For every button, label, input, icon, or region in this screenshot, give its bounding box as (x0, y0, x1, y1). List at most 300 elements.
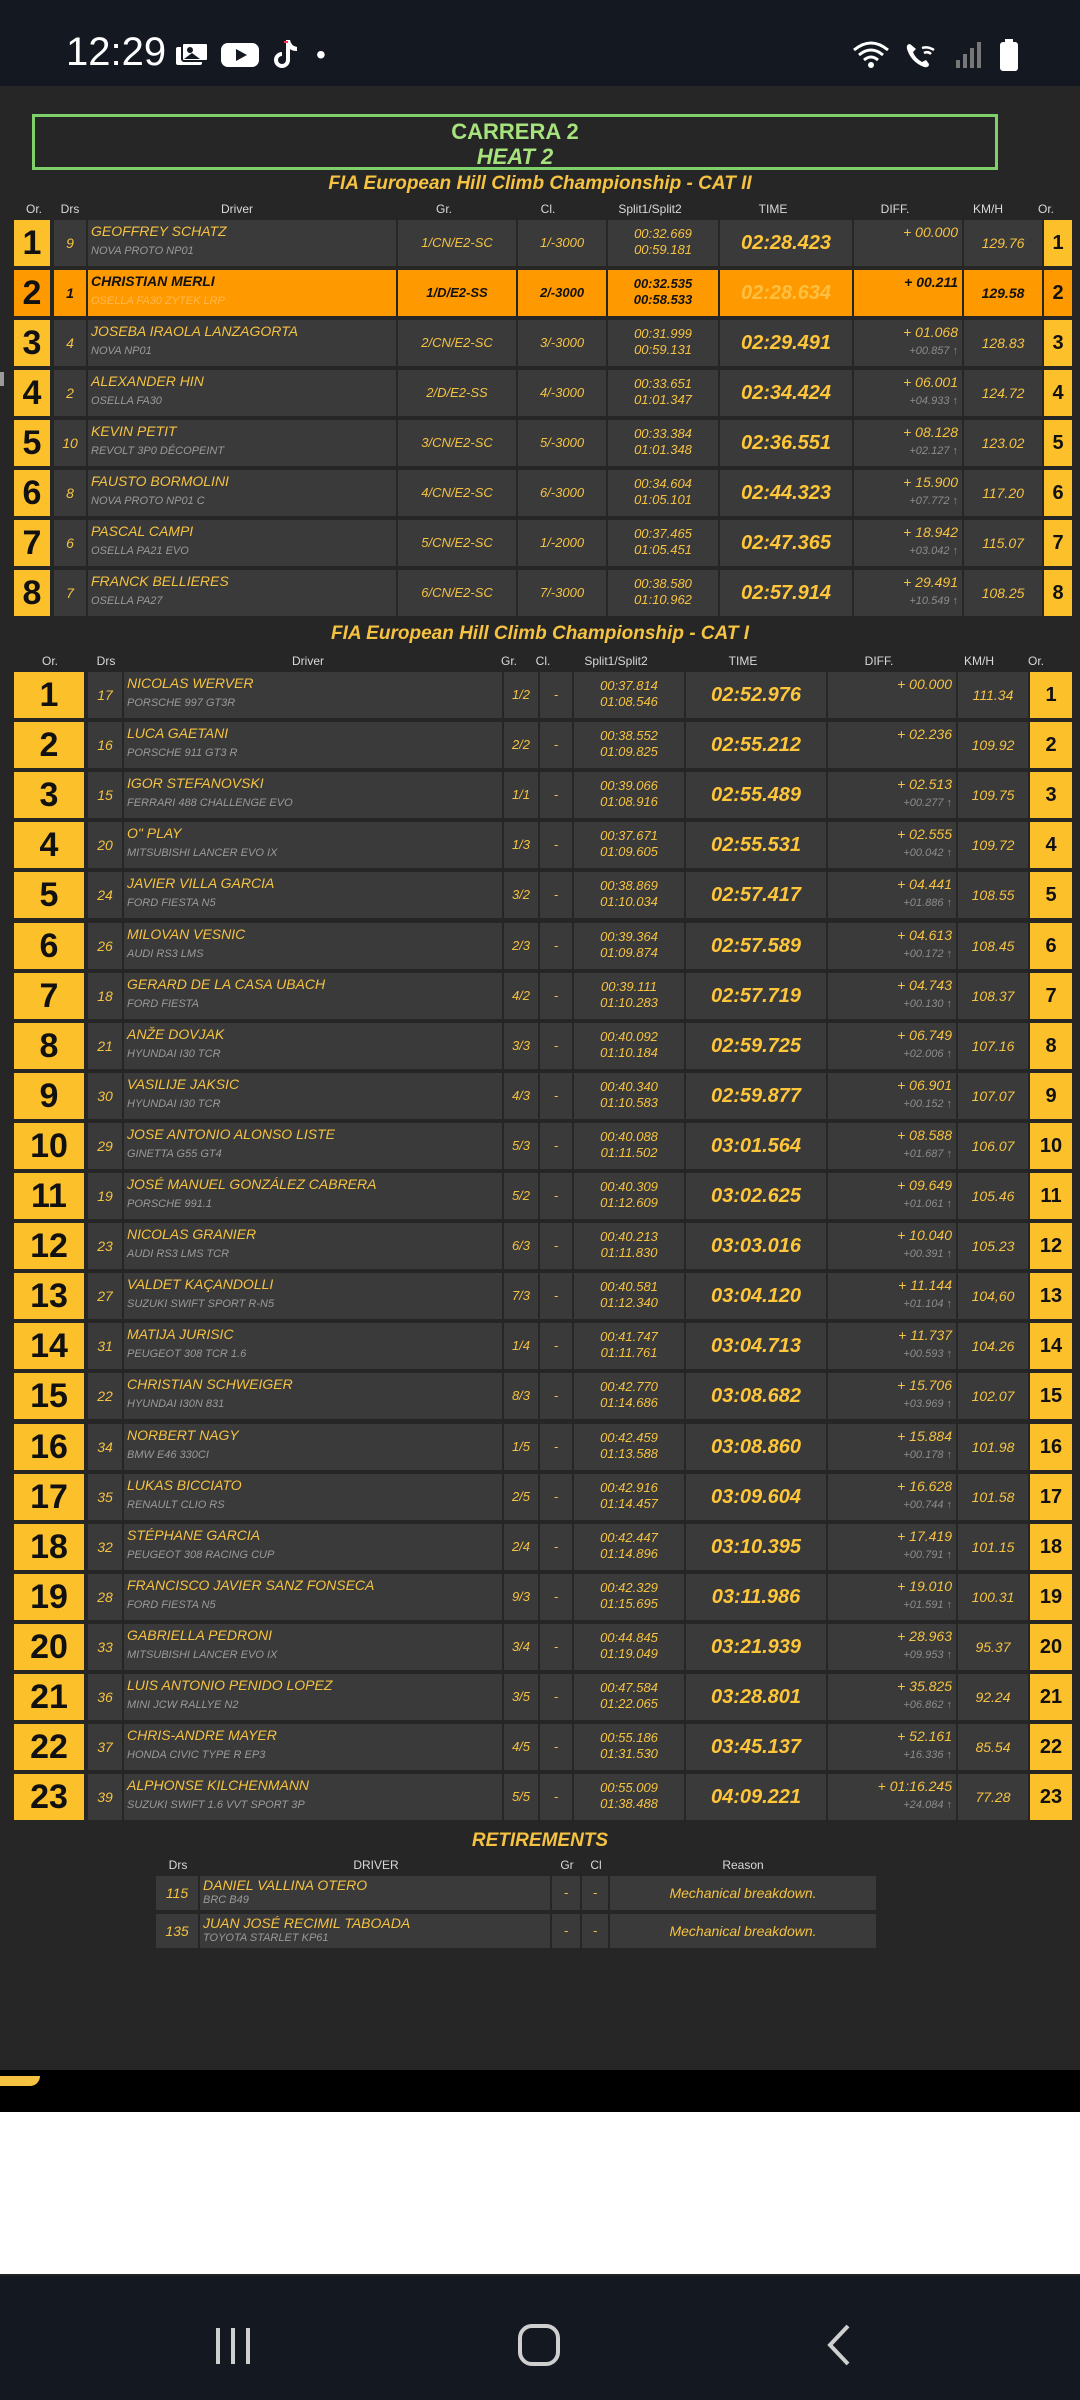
drs-cell (88, 1323, 124, 1369)
car-name: REVOLT 3P0 DÉCOPEINT (91, 445, 225, 457)
class-cell (540, 1774, 574, 1820)
car-name: PORSCHE 991.1 (127, 1198, 212, 1210)
drs-cell (54, 270, 88, 316)
position-number: 17 (30, 1477, 68, 1516)
home-icon[interactable] (516, 2322, 562, 2368)
finish-time: 02:28.634 (740, 282, 832, 304)
time-cell (720, 420, 854, 466)
speed-kmh: 105.23 (971, 1238, 1015, 1255)
split2: 01:11.830 (600, 1245, 658, 1261)
diff-leader: + 29.491 (903, 574, 958, 590)
driver-name: JOSÉ MANUEL GONZÁLEZ CABRERA (127, 1176, 377, 1192)
drs-number: 17 (97, 687, 113, 703)
hdr-or: Or. (25, 202, 42, 216)
hdr-time: TIME (758, 202, 788, 216)
split1: 00:37.465 (634, 526, 692, 541)
diff-cell (828, 1173, 958, 1219)
position-cell-right (1030, 923, 1072, 969)
driver-name: ANŽE DOVJAK (127, 1025, 225, 1042)
position-number-right: 17 (1039, 1485, 1063, 1508)
kmh-cell (958, 1123, 1030, 1169)
position-number: 7 (22, 524, 42, 562)
group-value: 1/3 (511, 837, 531, 853)
position-cell-right (1044, 420, 1072, 466)
time-cell (686, 1524, 828, 1570)
time-cell (686, 973, 828, 1019)
driver-name: ALEXANDER HIN (91, 373, 204, 389)
drs-number: 135 (165, 1923, 189, 1939)
position-number: 15 (30, 1377, 68, 1416)
kmh-cell (964, 420, 1044, 466)
table-row (14, 1624, 1063, 1670)
class-cell (582, 1876, 610, 1910)
split-cell (608, 220, 720, 266)
car-name: BRC B49 (203, 1894, 249, 1906)
split1: 00:34.604 (634, 476, 692, 491)
cat1-title: FIA European Hill Climb Championship - CAT I (331, 623, 749, 644)
position-cell-right (1030, 722, 1072, 768)
split2: 01:12.340 (600, 1295, 658, 1311)
class-value: 1/-2000 (539, 535, 585, 550)
group-value: 6/3 (511, 1238, 531, 1254)
group-cell (398, 270, 518, 316)
group-cell (504, 1674, 540, 1720)
car-name: AUDI RS3 LMS (127, 947, 204, 960)
car-name: MITSUBISHI LANCER EVO IX (127, 1648, 278, 1661)
drs-cell (88, 1524, 124, 1570)
driver-name: NICOLAS GRANIER (127, 1226, 257, 1243)
time-cell (686, 1373, 828, 1419)
kmh-cell (958, 973, 1030, 1019)
drs-cell (88, 1023, 124, 1069)
speed-kmh: 115.07 (982, 535, 1024, 551)
group-value: 4/CN/E2-SC (421, 485, 493, 500)
group-cell (504, 1123, 540, 1169)
position-number: 9 (39, 1076, 59, 1115)
class-value: - (553, 1689, 559, 1704)
split-cell (574, 822, 686, 868)
diff-previous: +00.391 ↑ (903, 1248, 952, 1261)
table-row (14, 1574, 1063, 1620)
position-cell (14, 1273, 88, 1319)
diff-previous: +01.104 ↑ (903, 1298, 952, 1311)
finish-time: 02:57.914 (740, 582, 832, 604)
position-cell-right (1044, 220, 1072, 266)
diff-cell (828, 872, 958, 918)
car-name: MINI JCW RALLYE N2 (127, 1699, 239, 1711)
driver-cell (124, 1273, 504, 1319)
drs-cell (54, 470, 88, 516)
group-value: 1/5 (511, 1438, 531, 1454)
group-value: 2/5 (511, 1488, 531, 1504)
split-cell (574, 1674, 686, 1720)
table-row (14, 420, 1064, 466)
speed-kmh: 108.45 (971, 937, 1015, 954)
group-value: 2/CN/E2-SC (421, 335, 493, 350)
split-cell (574, 1073, 686, 1119)
split1: 00:40.581 (600, 1279, 658, 1295)
position-cell-right (1044, 570, 1072, 616)
position-cell (14, 1724, 88, 1770)
diff-previous: +00.593 ↑ (903, 1348, 952, 1361)
driver-name: CHRIS-ANDRE MAYER (127, 1727, 277, 1744)
speed-kmh: 123.02 (981, 435, 1025, 451)
position-cell-right (1030, 772, 1072, 818)
split2: 01:09.825 (600, 744, 658, 760)
position-number: 1 (22, 224, 42, 262)
split-cell (574, 1223, 686, 1269)
driver-name: CHRISTIAN MERLI (91, 273, 215, 289)
position-cell-right (1030, 1424, 1072, 1470)
position-cell (14, 470, 54, 516)
split1: 00:41.747 (600, 1329, 658, 1345)
driver-cell (124, 1774, 504, 1820)
diff-cell (828, 1373, 958, 1419)
diff-leader: + 01.068 (903, 324, 958, 340)
kmh-cell (958, 1774, 1030, 1820)
car-name: PORSCHE 997 GT3R (127, 697, 236, 709)
car-name: GINETTA G55 GT4 (127, 1147, 222, 1160)
position-cell-right (1044, 370, 1072, 416)
drs-cell (156, 1914, 200, 1948)
position-cell-right (1030, 1073, 1072, 1119)
position-number: 11 (31, 1177, 67, 1215)
split-cell (574, 1474, 686, 1520)
drs-number: 23 (97, 1238, 113, 1255)
drs-cell (88, 672, 124, 718)
gallery-icon (174, 41, 210, 69)
diff-cell (854, 470, 964, 516)
time-cell (686, 1073, 828, 1119)
split2: 01:09.874 (600, 944, 658, 960)
speed-kmh: 109.72 (971, 837, 1015, 854)
kmh-cell (958, 1173, 1030, 1219)
diff-previous: +09.953 ↑ (903, 1648, 952, 1661)
drs-number: 29 (97, 1137, 113, 1154)
time-cell (686, 1223, 828, 1269)
time-cell (720, 220, 854, 266)
split-cell (574, 1023, 686, 1069)
group-cell (398, 370, 518, 416)
diff-cell (828, 1624, 958, 1670)
kmh-cell (958, 1674, 1030, 1720)
position-cell (14, 1123, 88, 1169)
position-number-right: 1 (1045, 684, 1057, 706)
group-value: 1/1 (511, 787, 531, 803)
time-cell (686, 1474, 828, 1520)
drs-number: 22 (97, 1388, 113, 1405)
split2: 01:19.049 (600, 1645, 658, 1661)
hdr-drs: Drs (60, 202, 80, 216)
position-number-right: 22 (1039, 1736, 1063, 1759)
table-row (14, 1223, 1063, 1269)
diff-cell (828, 1674, 958, 1720)
position-cell-right (1030, 1223, 1072, 1269)
position-number-right: 5 (1045, 884, 1057, 907)
split2: 01:10.283 (600, 994, 658, 1010)
car-name: BMW E46 330CI (127, 1448, 209, 1461)
split1: 00:37.671 (600, 828, 658, 844)
class-cell (518, 520, 608, 566)
cat2-title: FIA European Hill Climb Championship - CAT II (328, 173, 752, 194)
time-cell (720, 570, 854, 616)
split1: 00:55.009 (600, 1780, 658, 1796)
class-cell (540, 1424, 574, 1470)
position-cell-right (1030, 973, 1072, 1019)
split1: 00:40.213 (600, 1229, 658, 1245)
blank-area (0, 2112, 1080, 2274)
split2: 00:59.181 (634, 242, 692, 257)
reason-cell (610, 1914, 876, 1948)
table-row (14, 772, 1058, 818)
position-cell (14, 1574, 88, 1620)
drs-cell (88, 1424, 124, 1470)
class-cell (540, 1624, 574, 1670)
group-value: 9/3 (511, 1588, 531, 1604)
car-name: HYUNDAI I30 TCR (127, 1047, 221, 1060)
kmh-cell (958, 1474, 1030, 1520)
time-cell (686, 1023, 828, 1069)
time-cell (686, 1273, 828, 1319)
kmh-cell (958, 1524, 1030, 1570)
diff-cell (828, 1073, 958, 1119)
drs-number: 32 (97, 1538, 113, 1555)
position-cell-right (1030, 1123, 1072, 1169)
split1: 00:38.580 (634, 576, 692, 591)
split-cell (574, 1424, 686, 1470)
class-value: - (592, 1923, 598, 1938)
speed-kmh: 108.55 (971, 887, 1015, 904)
diff-previous: +00.791 ↑ (903, 1548, 952, 1561)
drs-cell (88, 1774, 124, 1820)
drs-cell (88, 1173, 124, 1219)
car-name: HYUNDAI I30 TCR (127, 1097, 221, 1110)
split-cell (608, 420, 720, 466)
position-number-right: 8 (1052, 582, 1064, 604)
position-cell-right (1030, 1624, 1072, 1670)
group-cell (504, 1223, 540, 1269)
position-number-right: 13 (1039, 1285, 1063, 1308)
speed-kmh: 106.07 (971, 1137, 1015, 1154)
car-name: HYUNDAI I30N 831 (127, 1398, 225, 1411)
group-value: 1/2 (511, 687, 531, 702)
position-cell-right (1030, 872, 1072, 918)
class-cell (518, 270, 608, 316)
position-cell (14, 672, 88, 718)
drs-number: 18 (97, 987, 113, 1004)
driver-name: NICOLAS WERVER (127, 675, 254, 691)
drs-cell (88, 1073, 124, 1119)
position-number: 23 (30, 1778, 68, 1817)
table-row (14, 370, 1064, 416)
finish-time: 02:59.725 (710, 1034, 802, 1057)
car-name: OSELLA PA27 (91, 595, 163, 607)
car-name: OSELLA FA30 (91, 395, 162, 407)
diff-previous: +00.042 ↑ (903, 847, 952, 860)
position-cell-right (1030, 1524, 1072, 1570)
split1: 00:42.329 (600, 1579, 658, 1595)
class-cell (540, 772, 574, 818)
split2: 01:08.916 (600, 794, 658, 810)
position-cell-right (1030, 1574, 1072, 1620)
car-name: OSELLA FA30 ZYTEK LRP (91, 295, 225, 307)
driver-cell (124, 872, 504, 918)
drs-number: 15 (97, 787, 113, 804)
class-cell (540, 1323, 574, 1369)
driver-cell (124, 1724, 504, 1770)
speed-kmh: 108.37 (971, 987, 1015, 1004)
drs-number: 26 (97, 937, 113, 954)
split2: 01:38.488 (600, 1796, 658, 1812)
split2: 01:15.695 (600, 1595, 658, 1611)
driver-cell (124, 1474, 504, 1520)
class-value: 4/-3000 (539, 385, 585, 400)
kmh-cell (964, 220, 1044, 266)
diff-leader: + 02.513 (897, 776, 952, 793)
class-cell (518, 420, 608, 466)
finish-time: 03:04.120 (710, 1285, 802, 1308)
diff-cell (828, 1724, 958, 1770)
wifi-calling-icon (904, 40, 940, 70)
position-cell-right (1030, 1273, 1072, 1319)
driver-cell (88, 420, 398, 466)
group-value: 2/2 (511, 737, 531, 753)
kmh-cell (958, 1023, 1030, 1069)
finish-time: 02:57.417 (710, 884, 802, 907)
group-value: 5/3 (511, 1137, 531, 1153)
position-cell-right (1030, 1373, 1072, 1419)
split-cell (574, 1624, 686, 1670)
time-cell (686, 672, 828, 718)
group-cell (398, 470, 518, 516)
position-number-right: 3 (1052, 332, 1064, 354)
finish-time: 02:34.424 (740, 382, 832, 404)
drs-number: 7 (66, 585, 74, 601)
position-number: 14 (30, 1327, 68, 1366)
class-cell (540, 1724, 574, 1770)
table-row (14, 1774, 1063, 1820)
speed-kmh: 128.83 (981, 335, 1025, 351)
time-cell (720, 320, 854, 366)
position-cell (14, 1524, 88, 1570)
car-name: MITSUBISHI LANCER EVO IX (127, 847, 278, 860)
class-cell (540, 1273, 574, 1319)
class-cell (540, 973, 574, 1019)
drs-cell (88, 722, 124, 768)
kmh-cell (964, 270, 1044, 316)
time-cell (686, 923, 828, 969)
drs-number: 16 (97, 737, 113, 754)
footer-swoosh (0, 2076, 40, 2086)
finish-time: 02:36.551 (740, 432, 832, 454)
kmh-cell (958, 822, 1030, 868)
split2: 01:05.451 (634, 542, 692, 557)
position-cell (14, 1023, 88, 1069)
speed-kmh: 101.15 (971, 1538, 1015, 1555)
group-cell (504, 1273, 540, 1319)
group-value: 8/3 (511, 1388, 531, 1404)
position-number: 21 (30, 1678, 68, 1716)
position-number-right: 2 (1045, 734, 1057, 757)
speed-kmh: 100.31 (971, 1588, 1015, 1605)
status-dot: • (316, 39, 326, 70)
split2: 01:14.457 (600, 1495, 658, 1511)
speed-kmh: 77.28 (975, 1789, 1011, 1806)
driver-name: MILOVAN VESNIC (127, 925, 246, 942)
finish-time: 02:29.491 (740, 332, 832, 354)
finish-time: 02:52.976 (710, 684, 802, 706)
drs-number: 21 (97, 1037, 113, 1054)
kmh-cell (964, 470, 1044, 516)
driver-cell (200, 1876, 552, 1910)
time-cell (686, 822, 828, 868)
car-name: PORSCHE 911 GT3 R (127, 747, 238, 760)
finish-time: 03:11.986 (711, 1585, 801, 1608)
recents-icon[interactable] (212, 2324, 254, 2366)
position-number: 18 (30, 1527, 68, 1566)
kmh-cell (958, 722, 1030, 768)
drs-cell (54, 570, 88, 616)
position-cell-right (1030, 672, 1072, 718)
driver-cell (124, 1323, 504, 1369)
position-number: 6 (22, 474, 42, 512)
position-number-right: 2 (1052, 282, 1064, 304)
diff-leader: + 08.588 (897, 1126, 952, 1143)
split1: 00:32.669 (634, 226, 692, 241)
position-number-right: 7 (1052, 532, 1064, 554)
drs-cell (88, 1474, 124, 1520)
finish-time: 02:44.323 (740, 482, 832, 504)
split2: 00:59.131 (634, 342, 692, 357)
position-number: 5 (22, 424, 42, 462)
driver-name: NORBERT NAGY (127, 1426, 239, 1443)
table-row (14, 923, 1058, 969)
speed-kmh: 92.24 (975, 1689, 1011, 1705)
position-cell-right (1030, 822, 1072, 868)
diff-cell (828, 923, 958, 969)
diff-previous: +24.084 ↑ (903, 1799, 952, 1812)
retirements-header-row (0, 1858, 1080, 1876)
class-value: 1/-3000 (539, 235, 585, 250)
position-cell-right (1044, 270, 1072, 316)
time-cell (686, 1724, 828, 1770)
split1: 00:39.066 (600, 778, 658, 794)
retirement-row (156, 1876, 876, 1910)
heat-header (32, 114, 998, 170)
class-value: - (553, 1137, 559, 1153)
group-value: 4/2 (511, 987, 531, 1003)
hdr-split: Split1/Split2 (584, 654, 648, 668)
ret-hdr-cl: Cl (590, 1858, 602, 1872)
position-number-right: 12 (1039, 1235, 1063, 1258)
driver-name: O" PLAY (127, 825, 182, 842)
class-value: - (553, 987, 559, 1003)
drs-number: 30 (97, 1087, 113, 1104)
driver-name: LUCA GAETANI (127, 725, 229, 742)
class-value: - (592, 1885, 598, 1900)
position-cell (14, 1073, 88, 1119)
back-icon[interactable] (822, 2322, 856, 2368)
drs-cell (54, 370, 88, 416)
diff-cell (828, 1023, 958, 1069)
car-name: TOYOTA STARLET KP61 (203, 1932, 329, 1944)
group-value: 4/5 (511, 1739, 531, 1755)
diff-cell (854, 570, 964, 616)
diff-leader: + 35.825 (897, 1678, 952, 1694)
split2: 01:22.065 (600, 1696, 658, 1711)
table-row (14, 973, 1058, 1019)
table-row (14, 1674, 1063, 1720)
